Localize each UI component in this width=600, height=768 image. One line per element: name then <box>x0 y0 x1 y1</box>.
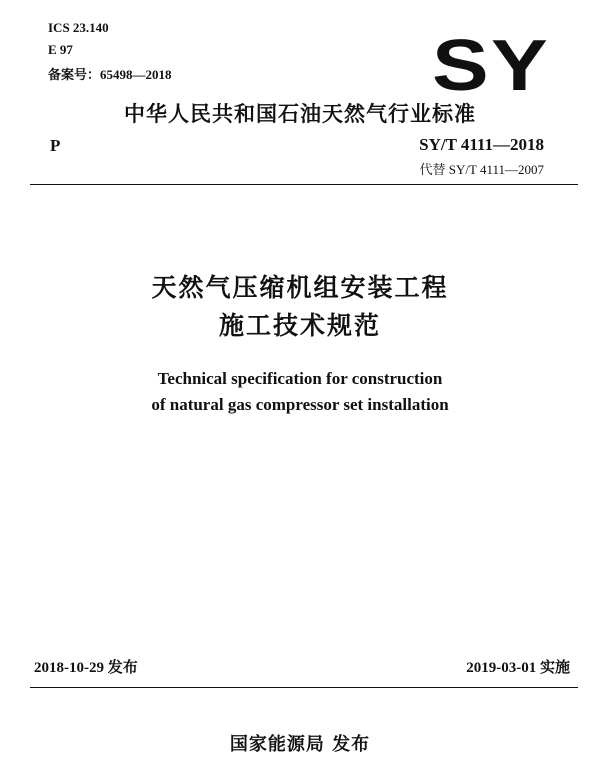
title-zh-line-1: 天然气压缩机组安装工程 <box>151 273 449 302</box>
title-zh-line-2: 施工技术规范 <box>218 311 381 340</box>
top-divider <box>30 184 578 185</box>
issuing-authority: 国家能源局 发布 <box>229 734 371 755</box>
ics-code: ICS 23.140 <box>48 20 109 35</box>
category-code: P <box>50 136 61 155</box>
e-classification-code: E 97 <box>48 42 73 57</box>
standard-number: SY/T 4111—2018 <box>419 135 544 154</box>
bottom-divider <box>30 687 578 688</box>
filing-number: 备案号：65498—2018 <box>48 67 172 82</box>
implementation-date: 2019-03-01 实施 <box>466 660 570 676</box>
sy-logo: SY <box>432 26 551 106</box>
title-en-line-2: of natural gas compressor set installation <box>151 395 449 414</box>
issue-date: 2018-10-29 发布 <box>34 660 138 676</box>
title-en-line-1: Technical specification for construction <box>157 369 443 388</box>
replaces-standard: 代替 SY/T 4111—2007 <box>419 162 544 177</box>
industry-standard-heading: 中华人民共和国石油天然气行业标准 <box>124 102 476 126</box>
